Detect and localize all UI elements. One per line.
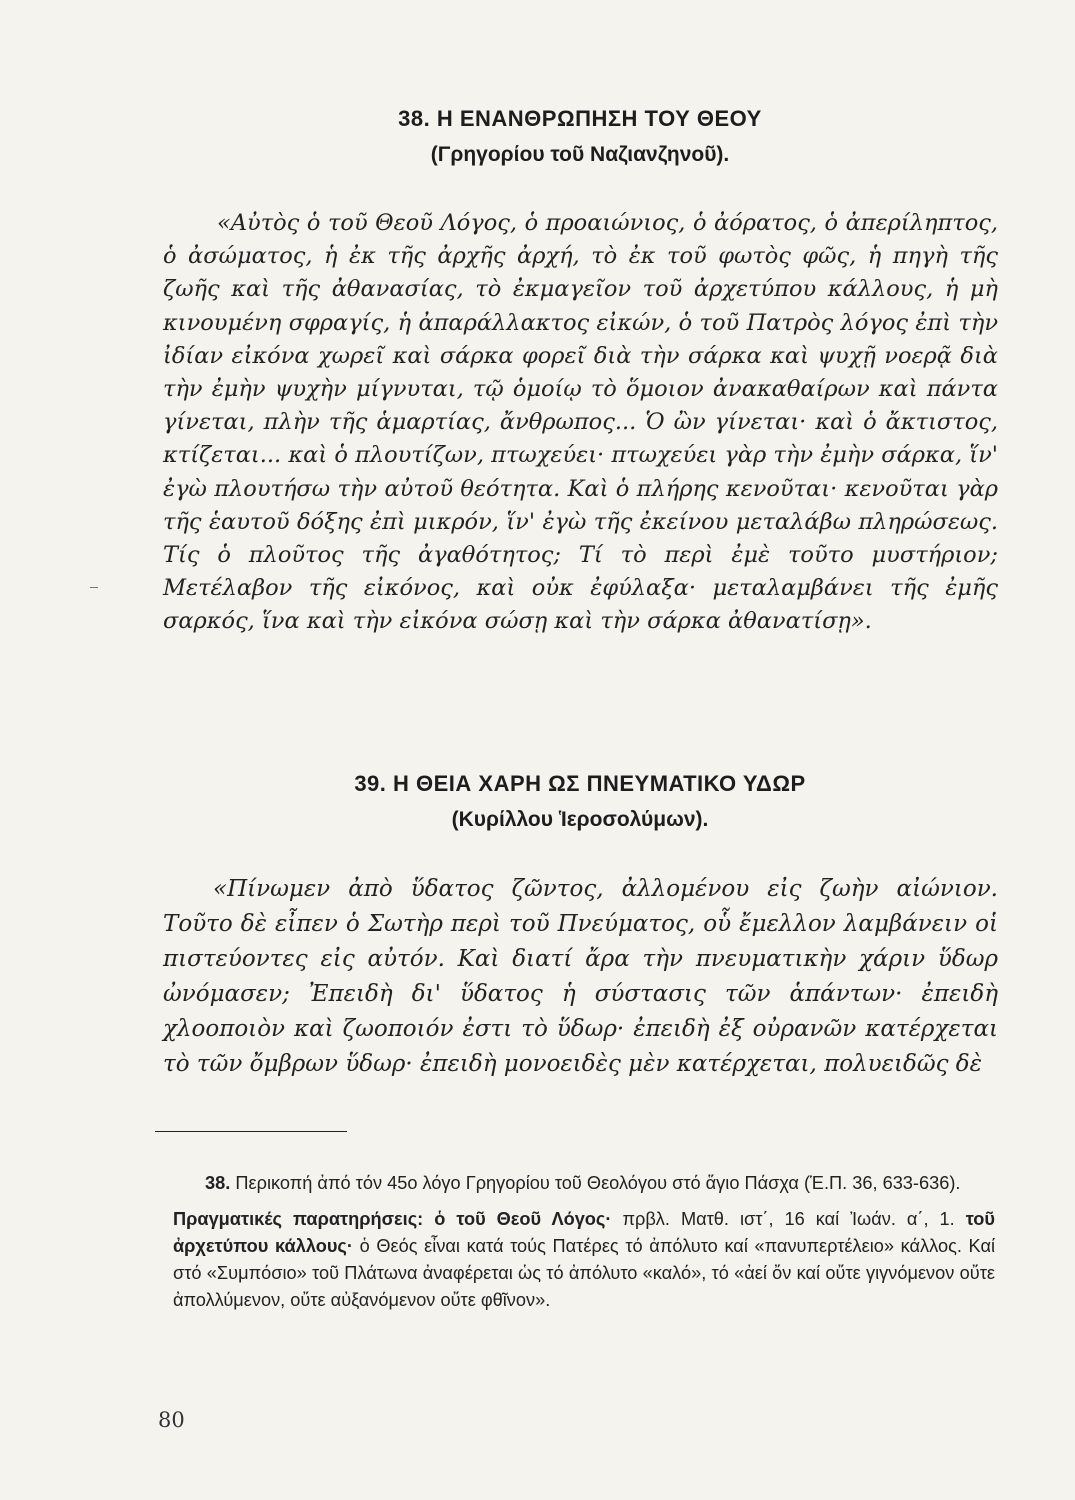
footnote-38-text: Περικοπή ἀπό τόν 45ο λόγο Γρηγορίου τοῦ Θεολόγου στό ἅγιο Πάσχα (Ἑ.Π. 36, 633-636).: [230, 1173, 961, 1193]
footnotes: [173, 1170, 996, 1323]
section-39-subtitle: (Κυρίλλου Ἱεροσολύμων).: [451, 808, 709, 831]
section-39-quote: «Πίνωμεν ἀπὸ ὕδατος ζῶντος, ἀλλομένου εἰς ζωὴν αἰώνιον. Τοῦτο δὲ εἶπεν ὁ Σωτὴρ περὶ τοῦ Πνεύματος, οὗ ἔμελλον λαμβάνειν οἱ πιστεύοντες εἰς αὐτόν. Καὶ διατί ἄρα τὴν πνευματικὴν χάριν ὕδωρ ὠνόμασεν; Ἐπειδὴ δι' ὕδατος ἡ σύστασις τῶν ἁπάντων· ἐπειδὴ χλοοποιὸν καὶ ζωοποιόν ἐστι τὸ ὕδωρ· ἐπειδὴ ἐξ οὐρανῶν κατέρχεται τὸ τῶν ὄμβρων ὕδωρ· ἐπειδὴ μονοειδὲς μὲν κατέρχεται, πολυειδῶς δὲ: [163, 876, 998, 1077]
section-39-title: 39. Η ΘΕΙΑ ΧΑΡΗ ΩΣ ΠΝΕΥΜΑΤΙΚΟ ΥΔΩΡ: [354, 771, 806, 796]
observations-label-2: τοῦ ἀρχετύπου κάλλους·: [173, 1209, 995, 1256]
observations-text-1: πρβλ. Ματθ. ιστ΄, 16 καί Ἰωάν. α΄, 1.: [611, 1209, 966, 1229]
footnote-separator: [155, 1131, 347, 1132]
footnote-38-label: 38.: [205, 1173, 231, 1193]
observations-label: Πραγματικές παρατηρήσεις: ὁ τοῦ Θεοῦ Λόγος·: [173, 1209, 612, 1229]
footnote-38: [173, 1170, 995, 1197]
section-38-quote: «Αὐτὸς ὁ τοῦ Θεοῦ Λόγος, ὁ προαιώνιος, ὁ ἀόρατος, ὁ ἀπερίληπτος, ὁ ἀσώματος, ἡ ἐκ τῆς ἀρχῆς ἀρχή, τὸ ἐκ τοῦ φωτὸς φῶς, ἡ πηγὴ τῆς ζωῆς καὶ τῆς ἀθανασίας, τὸ ἐκμαγεῖον τοῦ ἀρχετύπου κάλλους, ἡ μὴ κινουμένη σφραγίς, ἡ ἀπαράλλακτος εἰκών, ὁ τοῦ Πατρὸς λόγος ἐπὶ τὴν ἰδίαν εἰκόνα χωρεῖ καὶ σάρκα φορεῖ διὰ τὴν σάρκα καὶ ψυχῇ νοερᾷ διὰ τὴν ἐμὴν ψυχὴν μίγνυται, τῷ ὁμοίῳ τὸ ὅμοιον ἀνακαθαίρων καὶ πάντα γίνεται, πλὴν τῆς ἁμαρτίας, ἄνθρωπος... Ὁ ὢν γίνεται· καὶ ὁ ἄκτιστος, κτίζεται... καὶ ὁ πλουτίζων, πτωχεύει· πτωχεύει γὰρ τὴν ἐμὴν σάρκα, ἵν' ἐγὼ πλουτήσω τὴν αὐτοῦ θεότητα. Καὶ ὁ πλήρης κενοῦται· κενοῦται γὰρ τῆς ἑαυτοῦ δόξης ἐπὶ μικρόν, ἵν' ἐγὼ τῆς ἐκείνου μεταλάβω πληρώσεως. Τίς ὁ πλοῦτος τῆς ἀγαθότητος; Τί τὸ περὶ ἐμὲ τοῦτο μυστήριον; Μετέλαβον τῆς εἰκόνος, καὶ οὐκ ἐφύλαξα· μεταλαμβάνει τῆς ἐμῆς σαρκός, ἵνα καὶ τὴν εἰκόνα σώσῃ καὶ τὴν σάρκα ἀθανατίσῃ».: [163, 210, 998, 635]
footnote-observations: [173, 1206, 995, 1314]
margin-mark: [90, 587, 98, 588]
section-38-title: 38. Η ΕΝΑΝΘΡΩΠΗΣΗ ΤΟΥ ΘΕΟΥ: [398, 106, 762, 131]
page-number: 80: [158, 1408, 185, 1432]
section-38-subtitle: (Γρηγορίου τοῦ Ναζιανζηνοῦ).: [430, 143, 730, 166]
observations-text-2: ὁ Θεός εἶναι κατά τούς Πατέρες τό ἀπόλυτο καί «πανυπερτέλειο» κάλλος. Καί στό «Συμπόσιο» τοῦ Πλάτωνα ἀναφέρεται ὡς τό ἀπόλυτο «καλό», τό «ἀεί ὄν καί οὔτε γιγνόμενον οὔτε ἀπολλύμενον, οὔτε αὐξανόμενον οὔτε φθῖνον».: [173, 1236, 996, 1310]
